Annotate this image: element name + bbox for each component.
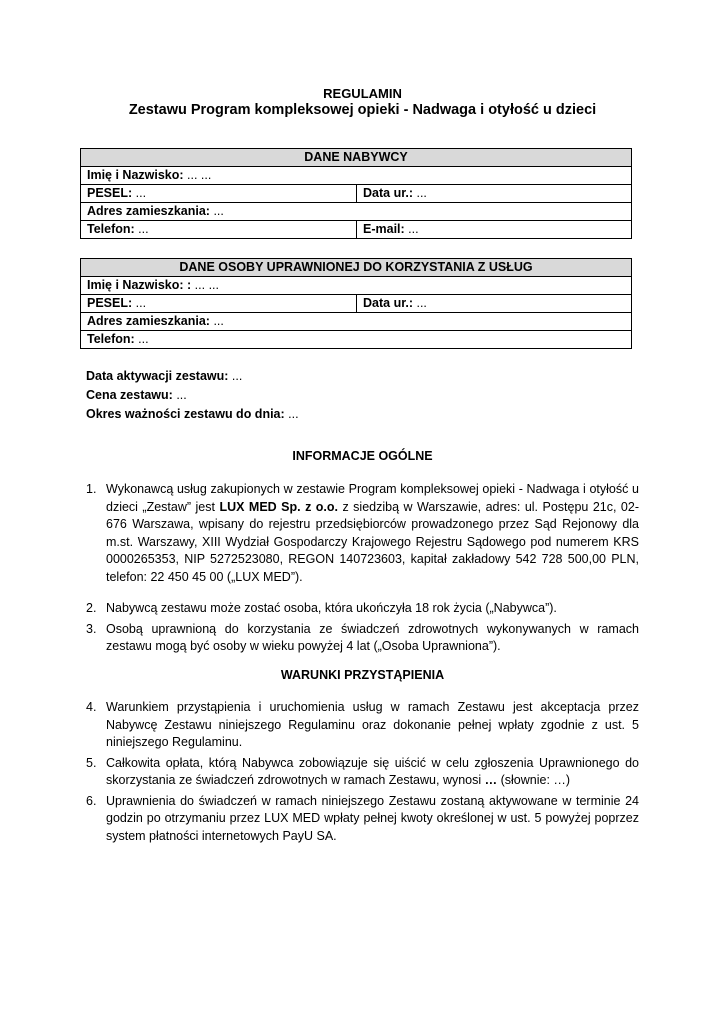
buyer-pesel-label: PESEL: bbox=[87, 186, 133, 200]
entitled-name-cell bbox=[81, 277, 632, 295]
buyer-address-cell bbox=[81, 203, 632, 221]
item-text: Wykonawcą usług zakupionych w zestawie Program kompleksowej opieki - Nadwaga i otyłość u dzieci „Zestaw” jest bbox=[106, 482, 639, 514]
buyer-name-cell bbox=[81, 167, 632, 185]
table-row bbox=[81, 331, 632, 349]
buyer-phone-value: ... bbox=[134, 222, 149, 236]
item-text-continued: (słownie: …) bbox=[497, 773, 571, 787]
section-heading-general: INFORMACJE OGÓLNE bbox=[292, 449, 433, 463]
document-title: REGULAMIN bbox=[323, 86, 402, 101]
table-row bbox=[81, 149, 632, 167]
buyer-address-label: Adres zamieszkania: bbox=[87, 204, 210, 218]
set-info-block bbox=[86, 367, 299, 424]
buyer-birth-cell bbox=[357, 185, 632, 203]
buyer-pesel-value: ... bbox=[132, 186, 147, 200]
item-number: 2. bbox=[86, 601, 97, 615]
activation-date-value: ... bbox=[228, 369, 243, 383]
table-row bbox=[81, 185, 632, 203]
item-text: Warunkiem przystąpienia i uruchomienia usług w ramach Zestawu jest akceptacja przez Nabywcę Zestawu niniejszego Regulaminu oraz dokonanie pełnej wpłaty zgodnie z ust. 5 niniejszego Regulaminu. bbox=[106, 700, 639, 749]
item-text-continued: z siedzibą w Warszawie, adres: ul. Postępu 21c, 02-676 Warszawa, wpisany do rejestru przedsiębiorców prowadzonego przez Sąd Rejonowy dla m.st. Warszawy, XIII Wydział Gospodarczy Krajowego Rejestru Sądowego pod numerem KRS 0000265353, NIP 5272523080, REGON 140723603, kapitał zakładowy 542 728 500,00 PLN, telefon: 22 450 45 00 („LUX MED”). bbox=[106, 499, 639, 584]
buyer-birth-value: ... bbox=[413, 186, 427, 200]
list-item bbox=[86, 793, 639, 846]
entitled-pesel-cell bbox=[81, 295, 357, 313]
entitled-address-cell bbox=[81, 313, 632, 331]
entitled-birth-cell bbox=[357, 295, 632, 313]
table-row bbox=[81, 277, 632, 295]
general-info-list bbox=[86, 481, 639, 586]
validity-value: ... bbox=[284, 407, 299, 421]
item-number: 6. bbox=[86, 793, 97, 808]
item-number: 3. bbox=[86, 621, 97, 636]
entitled-birth-label: Data ur.: bbox=[363, 296, 414, 310]
buyer-name-value: ... ... bbox=[183, 168, 212, 182]
entitled-phone-cell bbox=[81, 331, 632, 349]
entitled-person-table bbox=[80, 258, 632, 349]
company-name: LUX MED Sp. z o.o. bbox=[219, 499, 338, 514]
validity-label: Okres ważności zestawu do dnia: bbox=[86, 407, 285, 421]
buyer-phone-label: Telefon: bbox=[87, 222, 135, 236]
buyer-pesel-cell bbox=[81, 185, 357, 203]
entitled-name-label: Imię i Nazwisko: : bbox=[87, 278, 192, 292]
entitled-address-label: Adres zamieszkania: bbox=[87, 314, 210, 328]
entitled-phone-label: Telefon: bbox=[87, 332, 135, 346]
buyer-email-label: E-mail: bbox=[363, 222, 405, 236]
section-heading-conditions: WARUNKI PRZYSTĄPIENIA bbox=[280, 668, 445, 682]
item-text: Uprawnienia do świadczeń w ramach niniejszego Zestawu zostaną aktywowane w terminie 24 godzin po otrzymaniu przez LUX MED wpłaty pełnej kwoty określonej w ust. 5 powyżej poprzez system płatności internetowych PayU SA. bbox=[106, 793, 639, 843]
entitled-phone-value: ... bbox=[134, 332, 149, 346]
activation-date-line bbox=[86, 367, 299, 386]
buyer-address-value: ... bbox=[209, 204, 224, 218]
activation-date-label: Data aktywacji zestawu: bbox=[86, 369, 229, 383]
table-row bbox=[81, 295, 632, 313]
buyer-phone-cell bbox=[81, 221, 357, 239]
buyer-email-cell bbox=[357, 221, 632, 239]
document-subtitle: Zestawu Program kompleksowej opieki - Nadwaga i otyłość u dzieci bbox=[128, 102, 597, 118]
list-item bbox=[86, 699, 639, 752]
buyer-data-table bbox=[80, 148, 632, 239]
list-item bbox=[86, 755, 639, 790]
price-label: Cena zestawu: bbox=[86, 388, 173, 402]
buyer-name-label: Imię i Nazwisko: bbox=[87, 168, 184, 182]
fee-amount: … bbox=[484, 773, 498, 787]
entitled-pesel-value: ... bbox=[132, 296, 147, 310]
buyer-birth-label: Data ur.: bbox=[363, 186, 414, 200]
item-number: 5. bbox=[86, 755, 97, 770]
conditions-list bbox=[86, 699, 639, 845]
entitled-pesel-label: PESEL: bbox=[87, 296, 133, 310]
entitled-table-heading: DANE OSOBY UPRAWNIONEJ DO KORZYSTANIA Z USŁUG bbox=[81, 259, 632, 277]
table-row bbox=[81, 259, 632, 277]
price-value: ... bbox=[172, 388, 187, 402]
item-text: Osobą uprawnioną do korzystania ze świadczeń zdrowotnych wykonywanych w ramach zestawu mogą być osoby w wieku powyżej 4 lat („Osoba Uprawniona”). bbox=[106, 621, 639, 653]
table-row bbox=[81, 313, 632, 331]
list-item bbox=[86, 621, 639, 656]
buyer-email-value: ... bbox=[404, 222, 419, 236]
general-info-list-continued bbox=[86, 600, 639, 656]
entitled-birth-value: ... bbox=[413, 296, 427, 310]
item-text: Całkowita opłata, którą Nabywca zobowiązuje się uiścić w celu zgłoszenia Uprawnionego do skorzystania ze świadczeń zdrowotnych w ramach Zestawu, wynosi bbox=[106, 755, 639, 787]
item-text: Nabywcą zestawu może zostać osoba, która ukończyła 18 rok życia („Nabywca”). bbox=[106, 601, 557, 615]
list-item bbox=[86, 600, 639, 618]
entitled-name-value: ... ... bbox=[191, 278, 219, 292]
table-row bbox=[81, 221, 632, 239]
entitled-address-value: ... bbox=[209, 314, 224, 328]
buyer-table-heading: DANE NABYWCY bbox=[81, 149, 632, 167]
table-row bbox=[81, 203, 632, 221]
item-number: 1. bbox=[86, 482, 97, 496]
table-row bbox=[81, 167, 632, 185]
validity-line bbox=[86, 405, 299, 424]
list-item bbox=[86, 481, 639, 586]
item-number: 4. bbox=[86, 700, 97, 714]
price-line bbox=[86, 386, 299, 405]
